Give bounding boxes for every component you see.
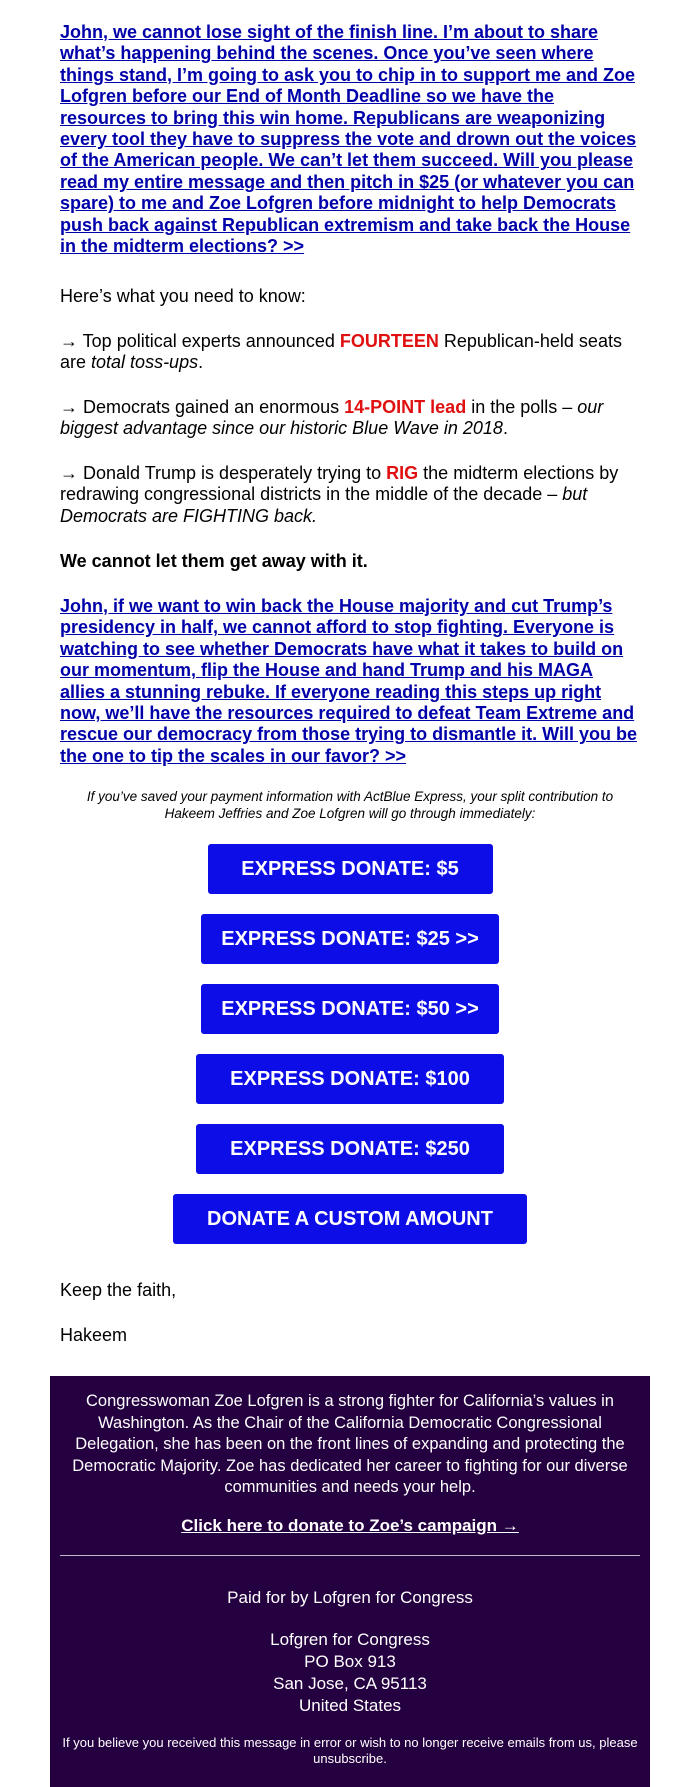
address-line: United States [298, 1696, 402, 1715]
donate-button-row [0, 1194, 700, 1280]
bullet-highlight: RIG [386, 463, 419, 483]
bullet-text: . [198, 352, 204, 373]
express-donate-100-button[interactable]: EXPRESS DONATE: $100 [196, 1054, 504, 1104]
address-line: Lofgren for Congress [270, 1630, 430, 1649]
express-donate-250-button[interactable]: EXPRESS DONATE: $250 [196, 1124, 504, 1174]
donate-custom-amount-button[interactable]: DONATE A CUSTOM AMOUNT >> [173, 1194, 527, 1244]
bullet-rig [60, 463, 640, 527]
bullet-poll-lead [60, 397, 640, 440]
bullet-text: → Donald Trump is desperately trying to [60, 463, 387, 483]
signoff: Keep the faith, [60, 1280, 177, 1300]
footer-divider [60, 1555, 640, 1556]
express-donate-25-button[interactable]: EXPRESS DONATE: $25 >> [201, 914, 499, 964]
bullet-text: in the polls – [466, 397, 578, 417]
bullet-text: → Top political experts announced [60, 331, 340, 351]
express-note: If you’ve saved your payment information with ActBlue Express, your split contribution to Hakeem Jeffries and Zoe Lofgren will go through immediately: [86, 789, 614, 821]
bullet-text: the midterm elections by redrawing congressional districts in the middle of the decade – [60, 463, 619, 505]
intro-donate-link[interactable] [60, 22, 640, 257]
campaign-footer [50, 1376, 650, 1787]
donate-button-row [0, 914, 700, 964]
mailing-address [60, 1629, 640, 1717]
bullet-highlight: FOURTEEN [339, 331, 439, 351]
know-heading: Here’s what you need to know: [60, 286, 306, 306]
unsubscribe-notice[interactable]: If you believe you received this message in error or wish to no longer receive emails from us, please unsubscribe. [62, 1735, 638, 1766]
bullet-text: Republican-held seats are [60, 331, 622, 373]
footer-bio: Congresswoman Zoe Lofgren is a strong fighter for California’s values in Washington. As the Chair of the California Democratic Congressional Delegation, she has been on the front lines of expanding and protecting the Democratic Majority. Zoe has dedicated her career to fighting for our diverse communities and needs your help. [72, 1392, 628, 1497]
address-line: San Jose, CA 95113 [273, 1674, 427, 1693]
signature: Hakeem [60, 1325, 128, 1345]
address-line: PO Box 913 [304, 1652, 396, 1671]
intro-link-text[interactable]: John, we cannot lose sight of the finish line. I’m about to share what’s happening behind the scenes. Once you’ve seen where things stand, I’m going to ask you to chip in to support me and Zoe Lofgren before our End of Month Deadline so we have the resources to bring this win home. Republicans are weaponizing every tool they have to suppress the vote and drown out the voices of the American people. We can’t let them succeed. Will you please read my entire message and then pitch in $25 (or whatever you can spare) to me and Zoe Lofgren before midnight to help Democrats push back against Republican extremism and take back the House in the midterm elections? >> [60, 22, 637, 257]
bullet-text: → Democrats gained an enormous [60, 397, 345, 417]
bullet-italic: but Democrats are FIGHTING back. [60, 484, 588, 526]
bullet-toss-ups [60, 331, 640, 374]
express-donate-50-button[interactable]: EXPRESS DONATE: $50 >> [201, 984, 499, 1034]
bullet-italic: total toss-ups [91, 352, 199, 373]
donate-to-zoe-link[interactable]: Click here to donate to Zoe’s campaign → [181, 1516, 519, 1535]
paid-for-disclaimer: Paid for by Lofgren for Congress [227, 1588, 473, 1607]
bullet-highlight: 14-POINT lead [344, 397, 467, 417]
express-donate-5-button[interactable]: EXPRESS DONATE: $5 [208, 844, 493, 894]
second-donate-link[interactable] [60, 596, 640, 767]
second-link-text[interactable]: John, if we want to win back the House majority and cut Trump’s presidency in half, we cannot afford to stop fighting. Everyone is watching to see whether Democrats have what it takes to build on our momentum, flip the House and hand Trump and his MAGA allies a stunning rebuke. If everyone reading this steps up right now, we’ll have the resources required to defeat Team Extreme and rescue our democracy from those trying to dismantle it. Will you be the one to tip the scales in our favor? >> [60, 596, 637, 766]
bold-statement: We cannot let them get away with it. [60, 551, 368, 571]
donate-button-row [0, 984, 700, 1034]
bullet-italic: our biggest advantage since our historic Blue Wave in 2018 [60, 397, 604, 439]
bullet-text: . [502, 418, 508, 439]
